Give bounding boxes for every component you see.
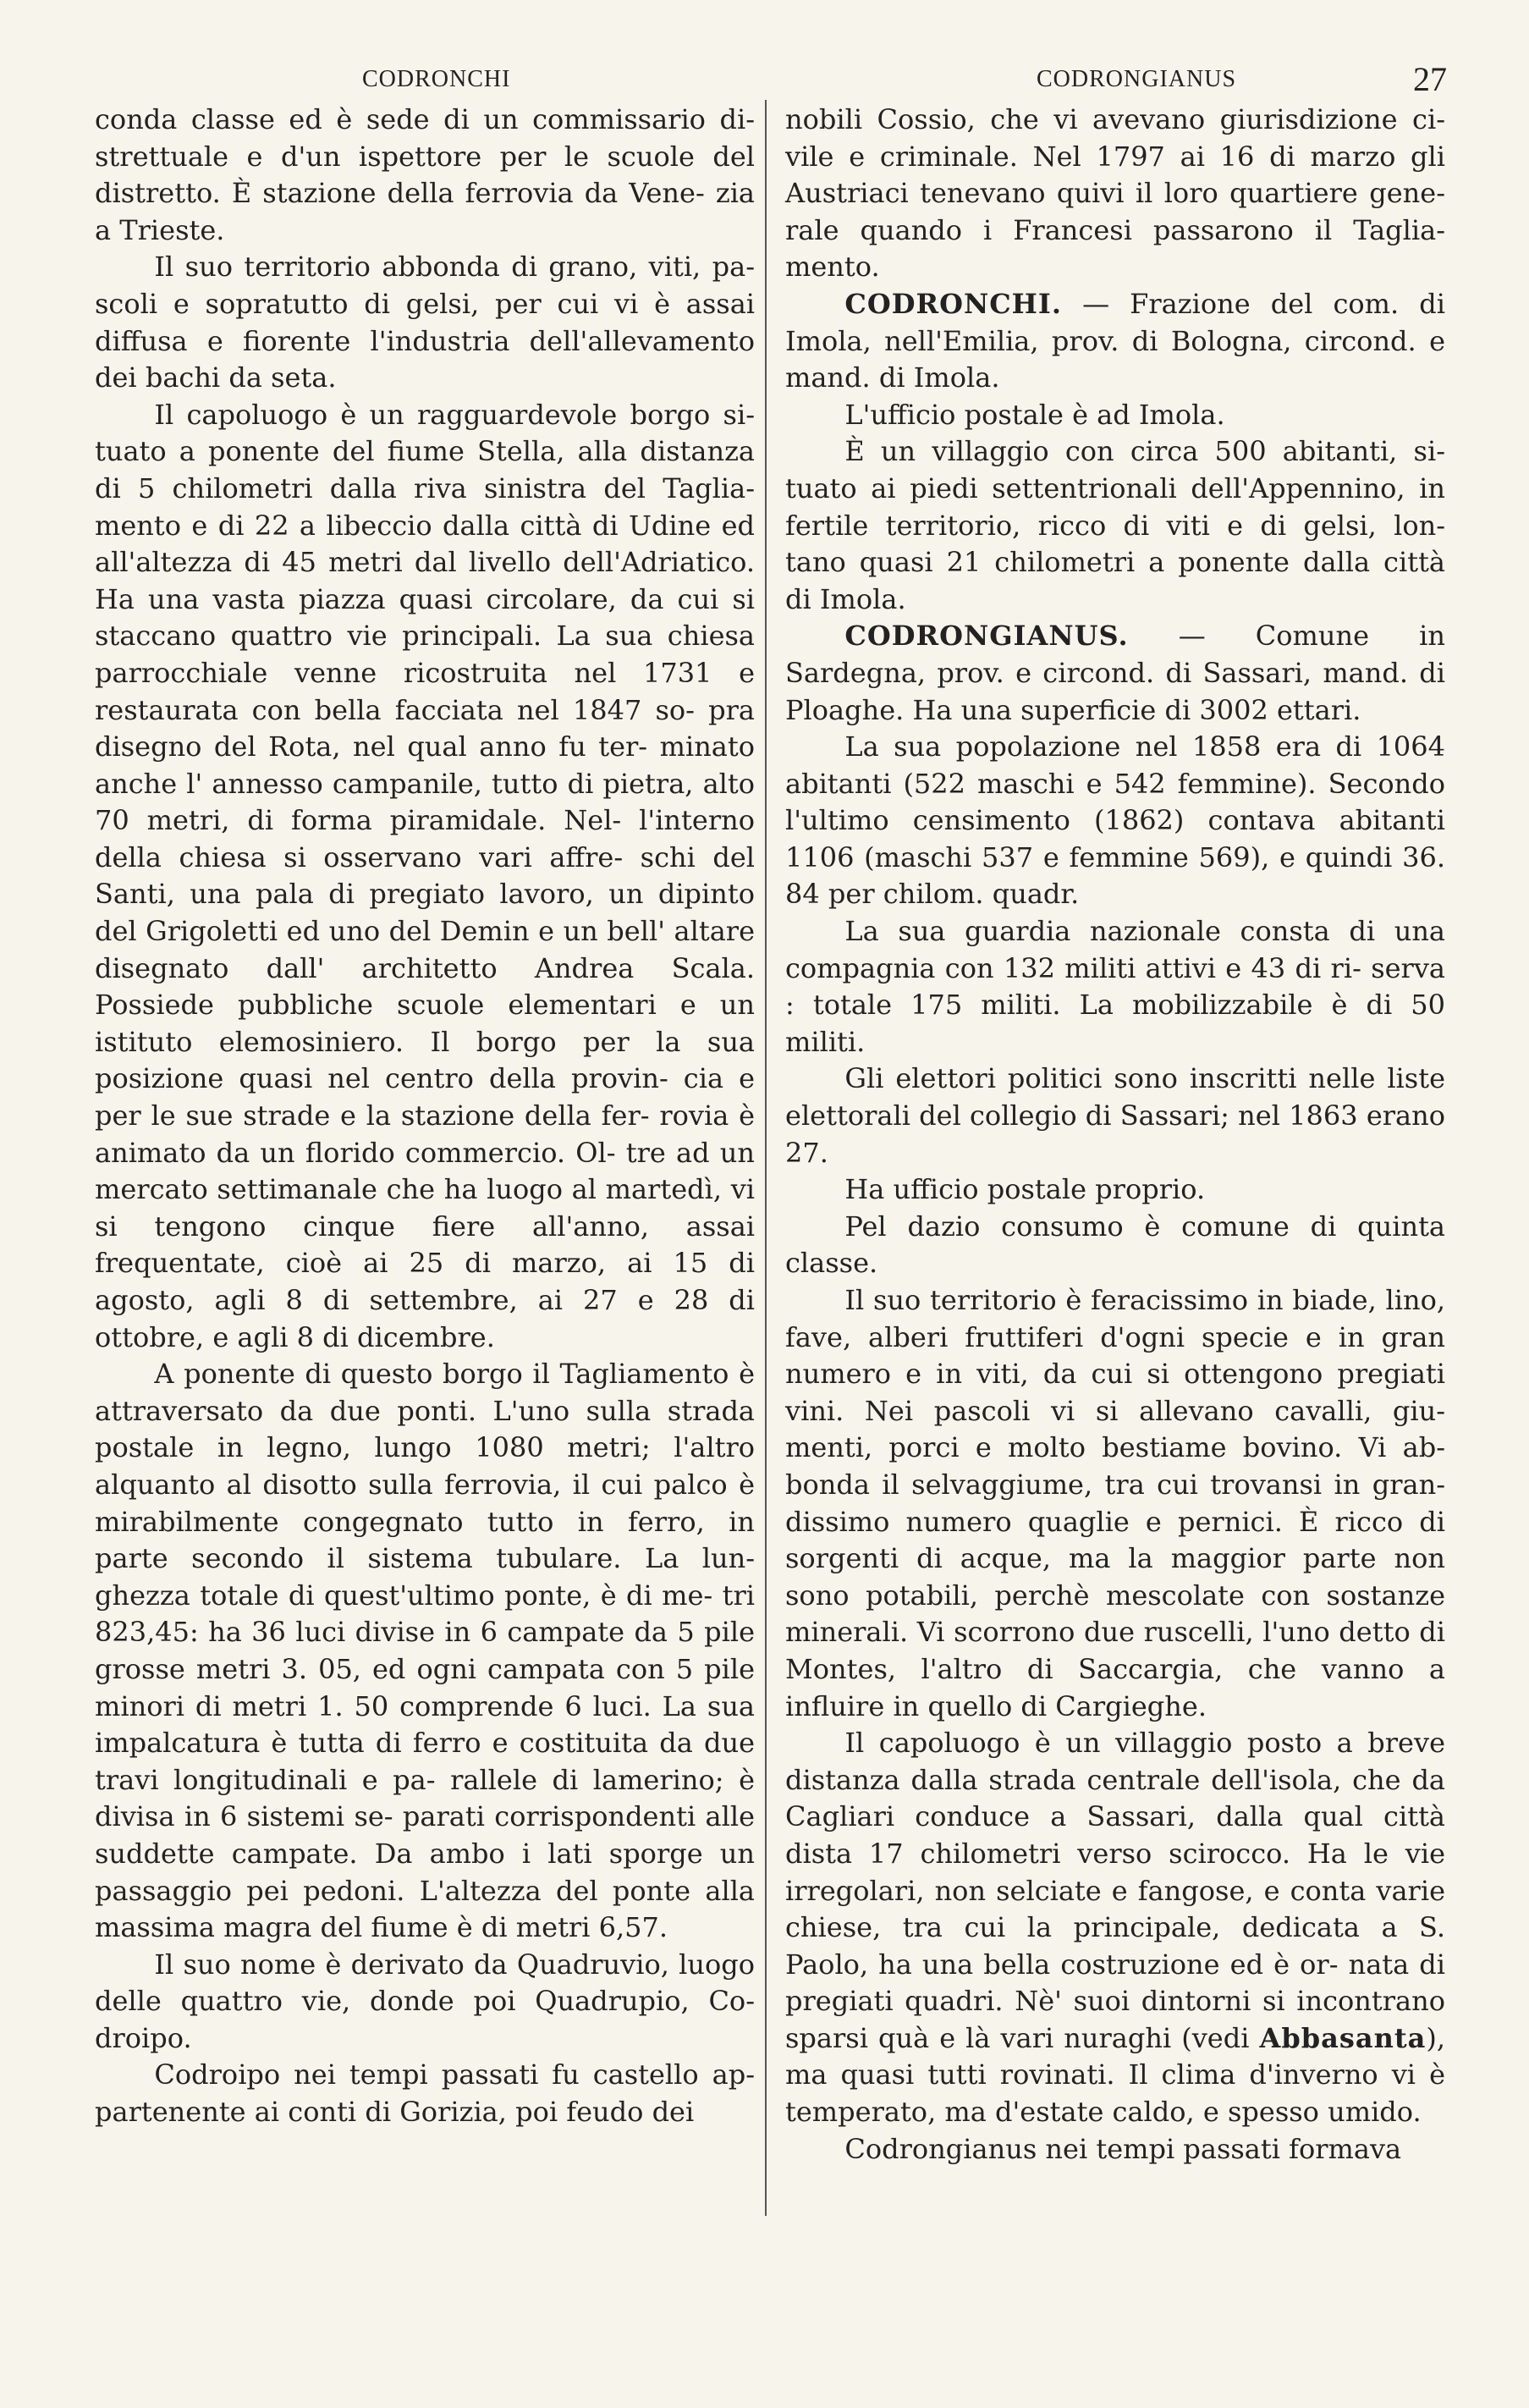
paragraph: La sua guardia nazionale consta di una compagnia con 132 militi attivi e 43 di ri- serva : totale 175 militi. La mobilizzabile è di 50 militi. xyxy=(785,915,1445,1058)
headword: CODRONCHI. xyxy=(844,287,1063,320)
paragraph: conda classe ed è sede di un commissario di- strettuale e d'un ispettore per le scuole del distretto. È stazione della ferrovia da Vene- zia a Trieste. xyxy=(95,103,755,246)
headword: CODRONGIANUS. xyxy=(844,620,1129,653)
paragraph: Il capoluogo è un ragguardevole borgo si- tuato a ponente del fiume Stella, alla distanza di 5 chilometri dalla riva sinistra del Taglia- mento e di 22 a libeccio dalla città di Udine ed all'altezza di 45 metri dal livello dell'Adriatico. Ha una vasta piazza quasi circolare, da cui si staccano quattro vie principali. La sua chiesa parrocchiale venne ricostruita nel 1731 e restaurata con bella facciata nel 1847 so- pra disegno del Rota, nel qual anno fu ter- minato anche l' annesso campanile, tutto di pietra, alto 70 metri, di forma piramidale. Nel- l'interno della chiesa si osservano vari affre- schi del Santi, una pala di pregiato lavoro, un dipinto del Grigoletti ed uno del Demin e un bell' altare disegnato dall' architetto Andrea Scala. Possiede pubbliche scuole elementari e un istituto elemosiniero. Il borgo per la sua posizione quasi nel centro della provin- cia e per le sue strade e la stazione della fer- rovia è animato da un florido commercio. Ol- tre ad un mercato settimanale che ha luogo al martedì, vi si tengono cinque fiere all'anno, assai frequentate, cioè ai 25 di marzo, ai 15 di agosto, agli 8 di settembre, ai 27 e 28 di ottobre, e agli 8 di dicembre. xyxy=(95,398,755,1353)
entry-text: — Frazione del com. di Imola, nell'Emilia, prov. di Bologna, circond. e mand. di Imola. xyxy=(785,287,1445,394)
paragraph: Codroipo nei tempi passati fu castello ap- partenente ai conti di Gorizia, poi feudo dei xyxy=(95,2058,755,2129)
paragraph xyxy=(785,1725,1445,2131)
paragraph: Gli elettori politici sono inscritti nelle liste elettorali del collegio di Sassari; nel 1863 erano 27. xyxy=(785,1062,1445,1169)
left-column xyxy=(95,102,755,2131)
paragraph: Il suo territorio è feracissimo in biade, lino, fave, alberi fruttiferi d'ogni specie e in gran numero e in viti, da cui si ottengono pregiati vini. Nei pascoli vi si allevano cavalli, giu- menti, porci e molto bestiame bovino. Vi ab- bonda il selvaggiume, tra cui trovansi in gran- dissimo numero quaglie e pernici. È ricco di sorgenti di acque, ma la maggior parte non sono potabili, perchè mescolate con sostanze minerali. Vi scorrono due ruscelli, l'uno detto di Montes, l'altro di Saccargia, che vanno a influire in quello di Cargieghe. xyxy=(785,1284,1445,1722)
running-head-left: CODRONCHI xyxy=(362,66,511,92)
paragraph: Ha ufficio postale proprio. xyxy=(844,1173,1206,1206)
text: ), ma quasi tutti rovinati. Il clima d'inverno vi è temperato, ma d'estate caldo, e spesso umido. xyxy=(785,2021,1446,2129)
running-head-right: CODRONGIANUS xyxy=(1037,66,1237,92)
paragraph: Il suo territorio abbonda di grano, viti, pa- scoli e sopratutto di gelsi, per cui vi è assai diffusa e fiorente l'industria dell'allevamento dei bachi da seta. xyxy=(95,251,755,394)
column-divider xyxy=(765,100,767,2216)
paragraph: È un villaggio con circa 500 abitanti, si- tuato ai piedi settentrionali dell'Appennino, in fertile territorio, ricco di viti e di gelsi, lon- tano quasi 21 chilometri a ponente dalla città di Imola. xyxy=(785,435,1445,615)
cross-reference: Abbasanta xyxy=(1259,2021,1427,2054)
page-number: 27 xyxy=(1413,60,1447,98)
text: Il capoluogo è un villaggio posto a breve distanza dalla strada centrale dell'isola, che da Cagliari conduce a Sassari, dalla qual città dista 17 chilometri verso scirocco. Ha le vie irregolari, non selciate e fangose, e conta varie chiese, tra cui la principale, dedicata a S. Paolo, ha una bella costruzione ed è or- nata di pregiati quadri. Nè' suoi dintorni si incontrano sparsi quà e là vari nuraghi (vedi xyxy=(785,1727,1445,2054)
entry-codronchi xyxy=(785,286,1445,397)
paragraph: Pel dazio consumo è comune di quinta classe. xyxy=(785,1210,1445,1280)
entry-text: — Comune in Sardegna, prov. e circond. di Sassari, mand. di Ploaghe. Ha una superficie di 3002 ettari. xyxy=(785,620,1445,726)
paragraph: Codrongianus nei tempi passati formava xyxy=(844,2132,1402,2165)
paragraph: L'ufficio postale è ad Imola. xyxy=(844,398,1225,431)
paragraph: nobili Cossio, che vi avevano giurisdizione ci- vile e criminale. Nel 1797 ai 16 di marzo gli Austriaci tenevano quivi il loro quartiere gene- rale quando i Francesi passarono il Taglia- mento. xyxy=(785,103,1445,284)
right-column xyxy=(785,102,1445,2168)
paragraph: A ponente di questo borgo il Tagliamento è attraversato da due ponti. L'uno sulla strada postale in legno, lungo 1080 metri; l'altro alquanto al disotto sulla ferrovia, il cui palco è mirabilmente congegnato tutto in ferro, in parte secondo il sistema tubulare. La lun- ghezza totale di quest'ultimo ponte, è di me- tri 823,45: ha 36 luci divise in 6 campate da 5 pile grosse metri 3. 05, ed ogni campata con 5 pile minori di metri 1. 50 comprende 6 luci. La sua impalcatura è tutta di ferro e costituita da due travi longitudinali e pa- rallele di lamerino; è divisa in 6 sistemi se- parati corrispondenti alle suddette campate. Da ambo i lati sporge un passaggio pei pedoni. L'altezza del ponte alla massima magra del fiume è di metri 6,57. xyxy=(95,1358,755,1944)
entry-codrongianus xyxy=(785,618,1445,729)
paragraph: Il suo nome è derivato da Quadruvio, luogo delle quattro vie, donde poi Quadrupio, Co- droipo. xyxy=(95,1948,755,2054)
paragraph: La sua popolazione nel 1858 era di 1064 abitanti (522 maschi e 542 femmine). Secondo l'ultimo censimento (1862) contava abitanti 1106 (maschi 537 e femmine 569), e quindi 36. 84 per chilom. quadr. xyxy=(785,730,1445,911)
